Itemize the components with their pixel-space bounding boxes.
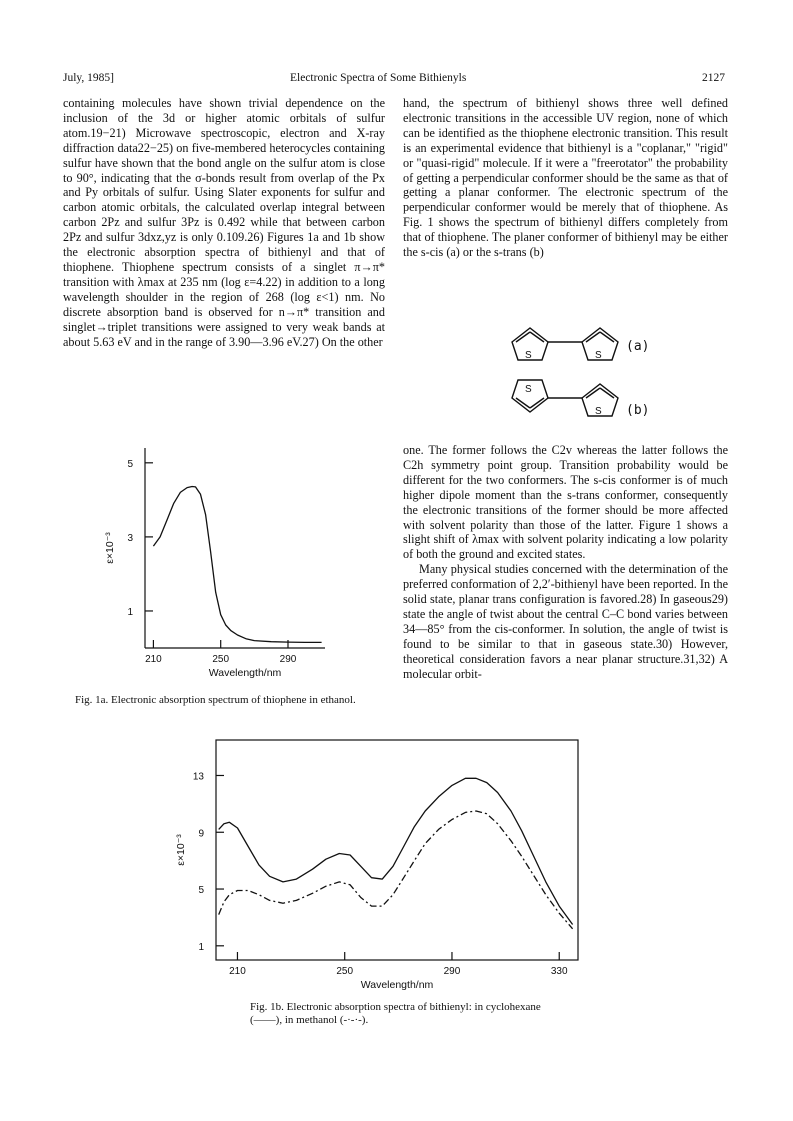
x-tick-label: 210	[145, 654, 162, 665]
paragraph: Many physical studies concerned with the determination of the preferred conformation of 2,2′-bithienyl have been reported. In the solid state, planar trans configuration is favored.28) In gaseous29) state the angle of twist about the central C–C bond varies between 34—85° from the cis-conformer. In solution, the angle of twist is found to be similar to that in gaseous state.30) However, theoretical consideration favors a near planar structure.31,32) A molecular orbit-	[403, 562, 728, 681]
x-tick-label: 290	[443, 966, 461, 977]
paragraph: one. The former follows the C2v whereas the latter follows the C2h symmetry point group. Transition probability would be different for the two conformers. The s-cis conformer is of much higher dipole moment than the s-trans conformer, consequently the electronic transitions of the former should be more affected with solvent polarity than those of the latter. Figure 1 shows a slight shift of λmax with solvent polarity indicating a low polarity of both the ground and excited states.	[403, 443, 728, 562]
figure-1b-caption: Fig. 1b. Electronic absorption spectra of bithienyl: in cyclohexane (——), in methanol (-·-·-).	[250, 1001, 541, 1026]
y-tick-label: 1	[127, 606, 133, 618]
y-tick-label: 13	[192, 771, 204, 783]
y-tick-label: 9	[198, 828, 204, 840]
x-tick-label: 290	[279, 654, 297, 665]
sulfur-atom-label: S	[595, 406, 602, 417]
series-line-1	[219, 778, 573, 924]
y-axis-label: ε×10⁻³	[175, 834, 187, 866]
y-tick-label: 5	[198, 885, 204, 897]
running-header-title: Electronic Spectra of Some Bithienyls	[290, 72, 467, 84]
figure-1a-caption: Fig. 1a. Electronic absorption spectrum of thiophene in ethanol.	[75, 694, 356, 706]
x-tick-label: 250	[212, 654, 230, 665]
y-tick-label: 5	[127, 458, 133, 470]
series-line-1	[153, 487, 321, 643]
x-tick-label: 330	[550, 966, 568, 977]
y-tick-label: 1	[198, 941, 204, 953]
sulfur-atom-label: S	[525, 350, 532, 361]
x-tick-label: 250	[336, 966, 354, 977]
x-tick-label: 210	[229, 966, 246, 977]
x-axis-label: Wavelength/nm	[360, 979, 434, 991]
paragraph: containing molecules have shown trivial dependence on the inclusion of the 3d or higher atomic orbitals of sulfur atom.19−21) Microwave spectroscopic, electron and X-ray diffraction data22−25) on five-membered heterocycles containing sulfur have shown that the bond angle on the sulfur atom is close to 90°, indicating that the σ-bonds result from overlap of the Px and Py orbitals of sulfur. Using Slater exponents for sulfur and carbon atomic orbitals, the calculated overlap integral between carbon 2Pz and sulfur 3Pz is 0.492 while that between carbon 2Pz and sulfur 3dxz,yz is only 0.109.26) Figures 1a and 1b show the electronic absorption spectra of bithienyl and that of thiophene. Thiophene spectrum consists of a singlet π→π* transition with λmax at 235 nm (log ε=4.22) in addition to a long wavelength shoulder in the region of 268 (log ε<1) nm. No discrete absorption band is observed for n→π* transition and singlet→triplet transitions were assigned to very weak bands at about 5.63 eV and in the range of 3.90—3.96 eV.27) On the other	[63, 96, 385, 349]
series-line-2	[219, 811, 573, 929]
right-column-text-top	[403, 96, 728, 260]
bithienyl-structures	[500, 320, 700, 430]
left-column-text	[63, 96, 385, 349]
x-axis-label: Wavelength/nm	[208, 667, 282, 679]
y-axis-label: ε×10⁻³	[104, 532, 116, 564]
structure-label-b: (b)	[626, 403, 650, 418]
sulfur-atom-label: S	[525, 384, 532, 395]
figure-1a-chart	[95, 442, 395, 682]
sulfur-atom-label: S	[595, 350, 602, 361]
structure-label-a: (a)	[626, 339, 650, 354]
page-number: 2127	[702, 72, 725, 84]
figure-1b-chart	[168, 736, 588, 1006]
y-tick-label: 3	[127, 532, 133, 544]
running-header-left: July, 1985]	[63, 72, 115, 84]
paragraph: hand, the spectrum of bithienyl shows three well defined electronic transitions in the accessible UV region, none of which can be identified as the thiophene electronic transition. This result is an experimental evidence that bithienyl is a "coplanar," "rigid" or "quasi-rigid" molecule. If it were a "freerotator" the probability of getting a perpendicular conformer should be the same as that of getting a planar conformer. The electronic spectrum of the perpendicular conformer would be merely that of thiophene. As Fig. 1 shows the spectrum of bithienyl differs completely from that of thiophene. The planer conformer of bithienyl may be either the s-cis (a) or the s-trans (b)	[403, 96, 728, 260]
right-column-text-bottom	[403, 443, 728, 682]
plot-frame	[216, 740, 578, 960]
